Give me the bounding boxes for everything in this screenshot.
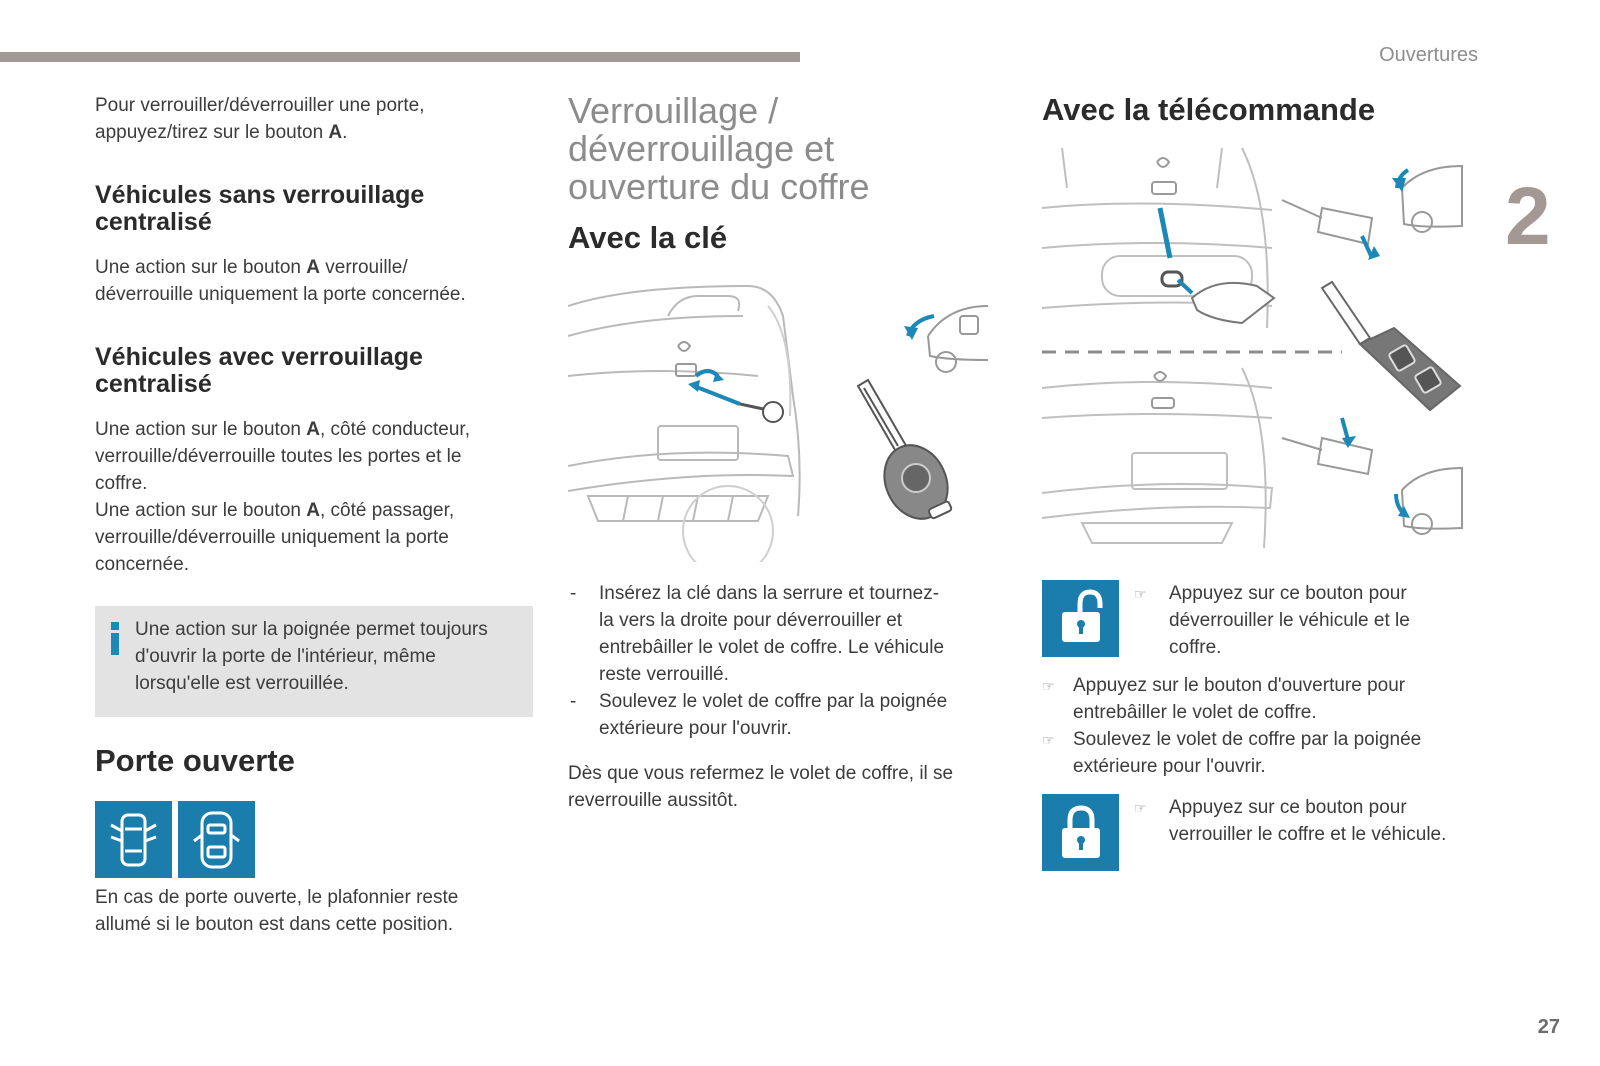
list-item: - Insérez la clé dans la serrure et tournez- la vers la droite pour déverrouiller et entrebâiller le volet de coffre. Le véhicule reste verrouillé.: [570, 583, 945, 685]
door-icons-row: [95, 801, 535, 878]
relock-note: Dès que vous refermez le volet de coffre, il se reverrouille aussitôt.: [568, 763, 954, 811]
heading-avec-la-cle: Avec la clé: [568, 220, 728, 255]
pointing-hand-icon: ☞: [1134, 586, 1147, 602]
left-column: [95, 92, 535, 938]
unlock-padlock-icon: [1042, 580, 1119, 657]
remote-instructions: [1042, 672, 1492, 780]
remote-trunk-illustration: [1042, 148, 1472, 566]
key-trunk-illustration: [568, 276, 998, 562]
heading-avec-verrouillage: Véhicules avec verrouillage centralisé: [95, 343, 423, 398]
info-icon: [109, 622, 121, 658]
middle-column: [568, 92, 998, 814]
unlock-row: [1042, 580, 1492, 672]
door-closed-icon: [178, 801, 255, 878]
list-item: ☞ Appuyez sur le bouton d'ouverture pour entrebâiller le volet de coffre.: [1042, 675, 1406, 723]
page-title: Verrouillage / déverrouillage et ouverture du coffre: [568, 90, 870, 207]
heading-porte-ouverte: Porte ouverte: [95, 743, 295, 778]
pointing-hand-icon: ☞: [1042, 678, 1055, 694]
porte-paragraph: En cas de porte ouverte, le plafonnier reste allumé si le bouton est dans cette position.: [95, 887, 459, 935]
sans-paragraph: Une action sur le bouton A verrouille/ déverrouille uniquement la porte concernée.: [95, 257, 466, 305]
pointing-hand-icon: ☞: [1134, 800, 1147, 816]
heading-avec-la-telecommande: Avec la télécommande: [1042, 92, 1376, 127]
header-bar: [0, 52, 800, 62]
page-number: 27: [1537, 1016, 1560, 1038]
right-column: [1042, 92, 1492, 871]
lock-text: ☞ Appuyez sur ce bouton pour verrouiller le coffre et le véhicule.: [1134, 797, 1447, 845]
lock-padlock-icon: [1042, 794, 1119, 871]
unlock-text: ☞ Appuyez sur ce bouton pour déverrouiller le véhicule et le coffre.: [1134, 583, 1410, 658]
key-instructions: [568, 580, 998, 742]
intro-paragraph: Pour verrouiller/déverrouiller une porte, appuyez/tirez sur le bouton A.: [95, 95, 425, 143]
list-item: ☞ Soulevez le volet de coffre par la poignée extérieure pour l'ouvrir.: [1042, 729, 1422, 777]
avec-paragraph: Une action sur le bouton A, côté conducteur, verrouille/déverrouille toutes les portes et le coffre. Une action sur le bouton A, côté passager, verrouille/déverrouille uniquement la porte concernée.: [95, 419, 470, 575]
list-item: - Soulevez le volet de coffre par la poignée extérieure pour l'ouvrir.: [570, 691, 948, 739]
pointing-hand-icon: ☞: [1042, 732, 1055, 748]
chapter-number: 2: [1505, 171, 1551, 262]
heading-sans-verrouillage: Véhicules sans verrouillage centralisé: [95, 181, 425, 236]
info-box: [95, 606, 533, 717]
lock-row: [1042, 794, 1492, 871]
section-title: Ouvertures: [1379, 44, 1478, 66]
info-text: Une action sur la poignée permet toujours d'ouvrir la porte de l'intérieur, même lorsqu'elle est verrouillée.: [135, 619, 488, 694]
door-open-icon: [95, 801, 172, 878]
